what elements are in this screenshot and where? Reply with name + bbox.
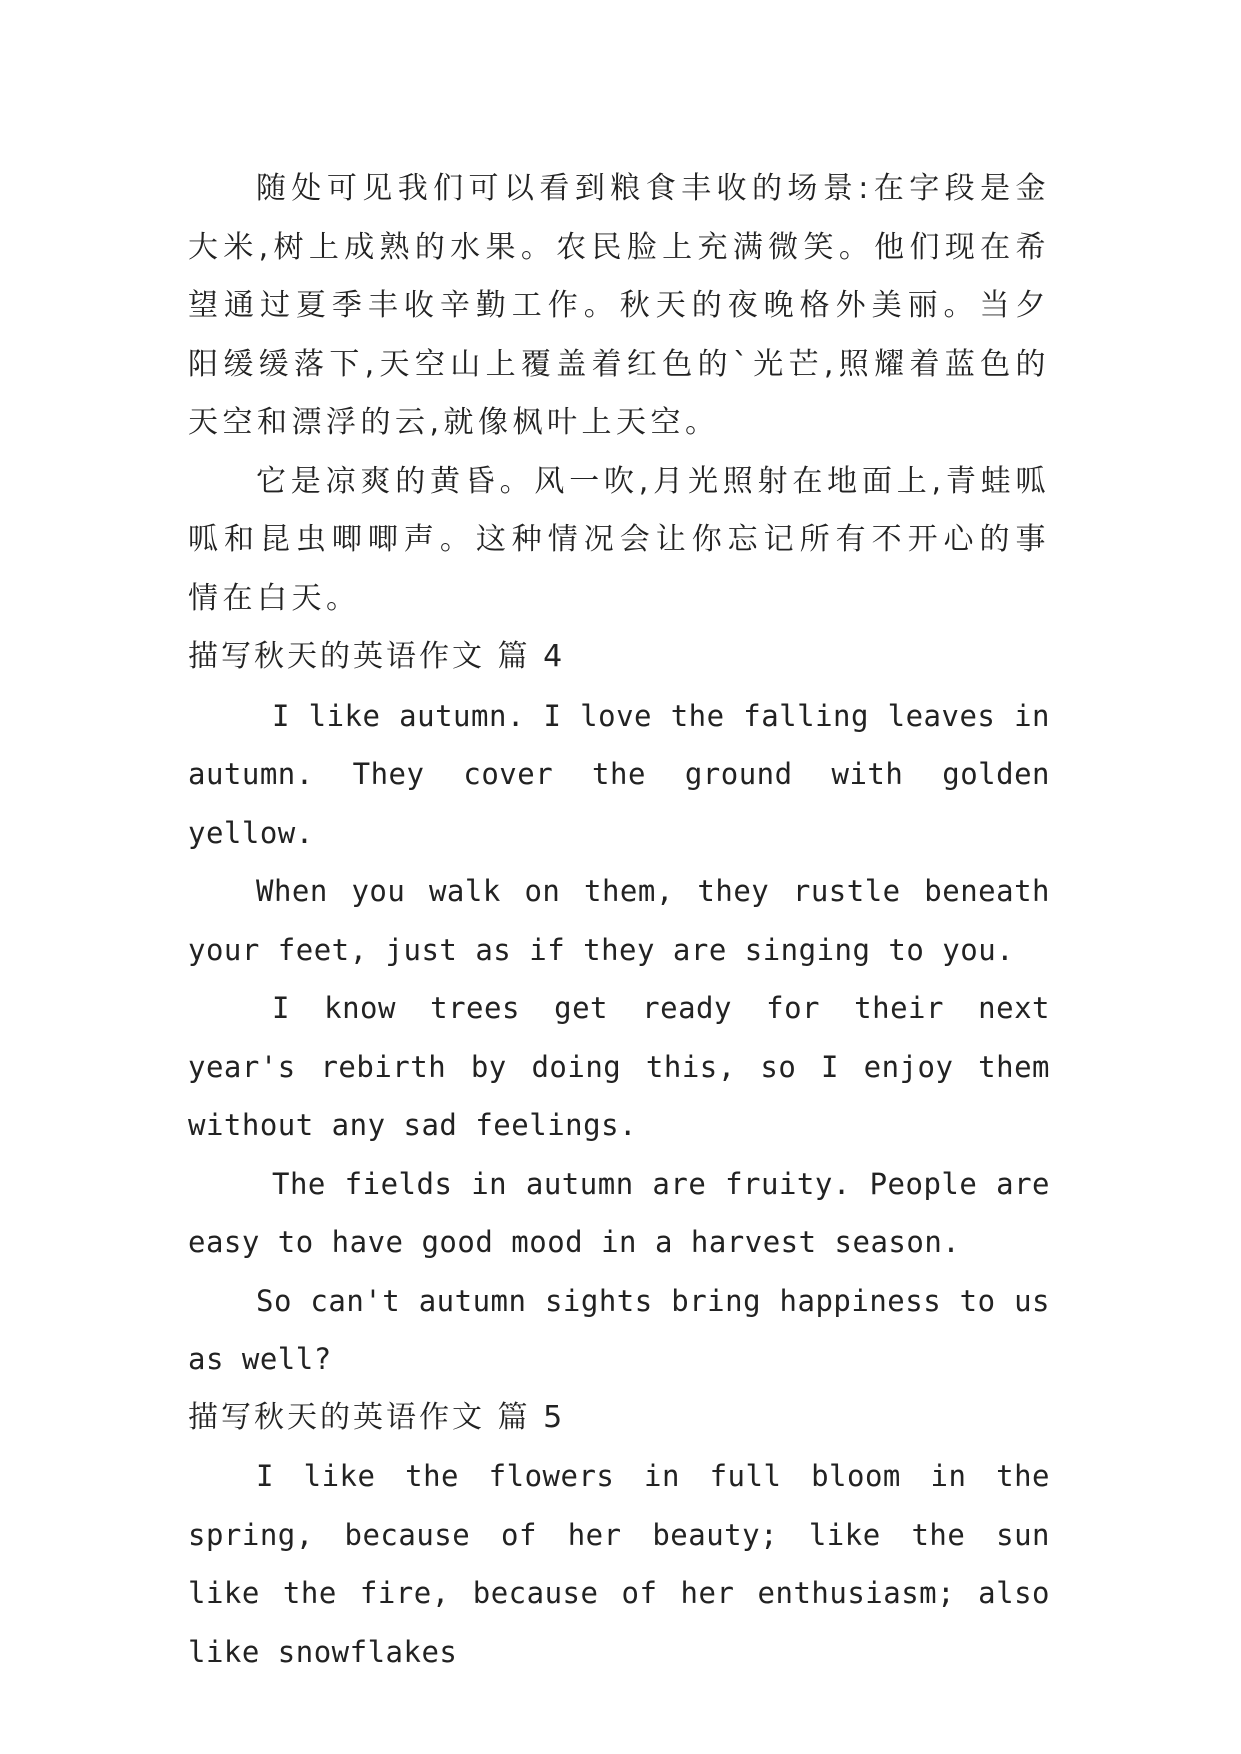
paragraph-flowers-spring: I like the flowers in full bloom in the spring, because of her beauty; like the sun like the fire, because of her enthusiasm; also like snowflakes [188,1459,1050,1669]
section-heading-5: 描写秋天的英语作文 篇 5 [188,1399,566,1435]
document-page [188,160,1050,1681]
paragraph-like-autumn: I like autumn. I love the falling leaves in autumn. They cover the ground with golden yellow. [188,698,1050,850]
paragraph-fields-fruity: The fields in autumn are fruity. People are easy to have good mood in a harvest season. [188,1166,1050,1259]
paragraph-autumn-sights: So can't autumn sights bring happiness to us as well? [188,1283,1050,1376]
paragraph-walk-on-them: When you walk on them, they rustle beneath your feet, just as if they are singing to you. [188,874,1050,967]
paragraph-trees-rebirth: I know trees get ready for their next year's rebirth by doing this, so I enjoy them without any sad feelings. [188,991,1050,1142]
paragraph-harvest-scene: 随处可见我们可以看到粮食丰收的场景:在字段是金大米,树上成熟的水果。农民脸上充满微笑。他们现在希望通过夏季丰收辛勤工作。秋天的夜晚格外美丽。当夕阳缓缓落下,天空山上覆盖着红色的`光芒,照耀着蓝色的天空和漂浮的云,就像枫叶上天空。 [188,171,1050,440]
section-heading-4: 描写秋天的英语作文 篇 4 [188,639,566,674]
paragraph-cool-dusk: 它是凉爽的黄昏。风一吹,月光照射在地面上,青蛙呱呱和昆虫唧唧声。这种情况会让你忘记所有不开心的事情在白天。 [188,463,1050,616]
